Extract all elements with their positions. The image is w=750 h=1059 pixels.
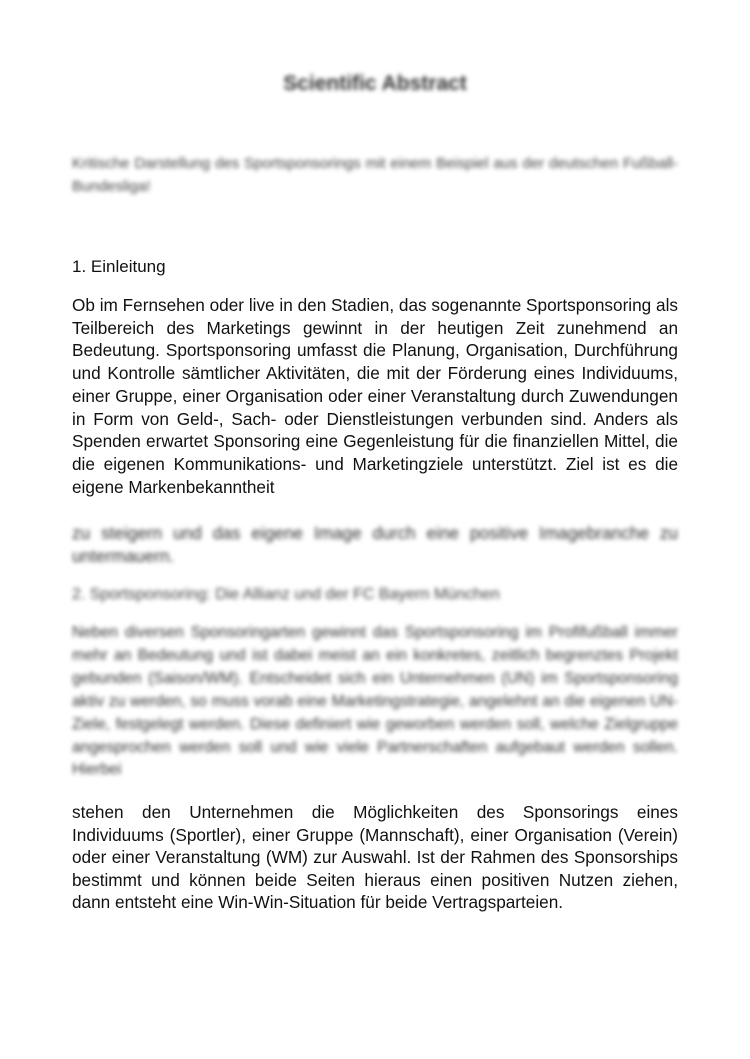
section2-paragraph-blurred: Neben diversen Sponsoringarten gewinnt das Sportsponsoring im Profifußball immer mehr an Bedeutung und ist dabei meist an ein konkretes, zeitlich begrenztes Projekt gebunden (Saison/WM). Entscheidet sich ein Unternehmen (UN) im Sportsponsoring aktiv zu werden, so muss vorab eine Marketingstrategie, angelehnt an die eigenen UN-Ziele, festgelegt werden. Diese definiert wie geworben werden soll, welche Zielgruppe angesprochen werden soll und wie viele Partnerschaften aufgebaut werden sollen. Hierbei (72, 624, 678, 779)
section2-paragraph: stehen den Unternehmen die Möglichkeiten des Sponsorings eines Individuums (Sportler), einer Gruppe (Mannschaft), einer Organisation (Verein) oder einer Veranstaltung (WM) zur Auswahl. Ist der Rahmen des Sponsorships bestimmt und können beide Seiten hieraus einen positiven Nutzen ziehen, dann entsteht eine Win-Win-Situation für beide Vertragsparteien. (72, 802, 678, 913)
section1-paragraph-blurred: zu steigern und das eigene Image durch eine positive Imagebranche zu untermauern. (72, 523, 678, 566)
document-title: Scientific Abstract (283, 72, 467, 95)
section2-heading: 2. Sportsponsoring: Die Allianz und der FC Bayern München (72, 586, 500, 603)
section1-paragraph: Ob im Fernsehen oder live in den Stadien, das sogenannte Sportsponsoring als Teilbereich des Marketings gewinnt in der heutigen Zeit zunehmend an Bedeutung. Sportsponsoring umfasst die Planung, Organisation, Durchführung und Kontrolle sämtlicher Aktivitäten, die mit der Förderung eines Individuums, einer Gruppe, einer Organisation oder einer Veranstaltung durch Zuwendungen in Form von Geld-, Sach- oder Dienstleistungen verbunden sind. Anders als Spenden erwartet Sponsoring eine Gegenleistung für die finanziellen Mittel, die die eigenen Kommunikations- und Marketingziele unterstützt. Ziel ist es die eigene Markenbekanntheit (72, 295, 678, 497)
document-subtitle: Kritische Darstellung des Sportsponsorings mit einem Beispiel aus der deutschen Fußball-Bundesliga! (72, 155, 678, 195)
section1-heading: 1. Einleitung (72, 257, 166, 276)
